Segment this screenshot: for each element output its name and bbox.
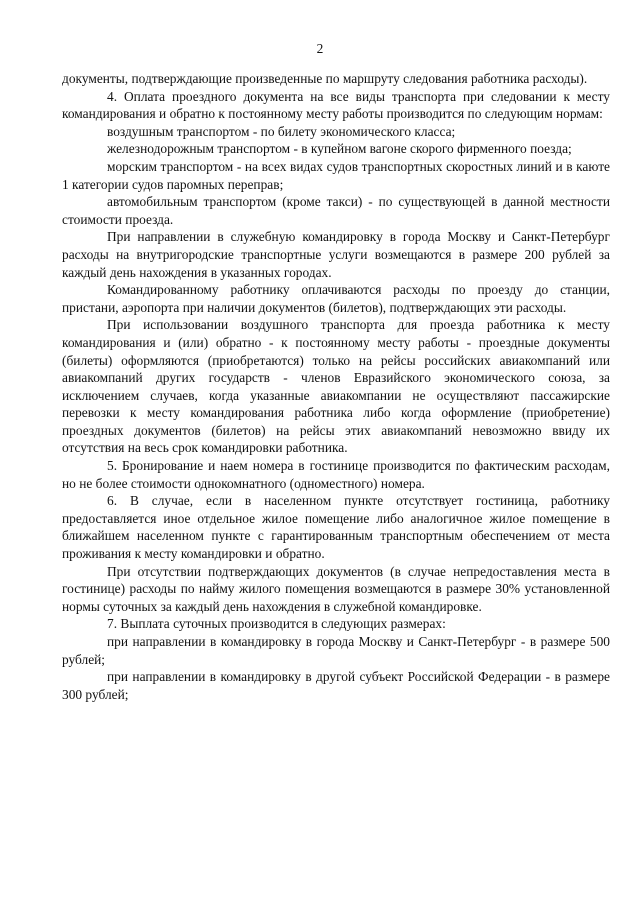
paragraph: воздушным транспортом - по билету экономического класса; xyxy=(107,123,456,139)
paragraph: Командированному работнику оплачиваются расходы по проезду до станции, пристани, аэропорта при наличии документов (билетов), подтверждающих эти расходы. xyxy=(62,282,610,315)
paragraph: При направлении в служебную командировку в города Москву и Санкт-Петербург расходы на внутригородские транспортные услуги возмещаются в размере 200 рублей за каждый день нахождения в указанных городах. xyxy=(62,229,610,280)
paragraph: документы, подтверждающие произведенные по маршруту следования работника расходы). xyxy=(62,71,588,86)
page-number: 2 xyxy=(316,41,324,56)
paragraph: При отсутствии подтверждающих документов (в случае непредоставления места в гостинице) расходы по найму жилого помещения возмещаются в размере 30% установленной нормы суточных за каждый день нахождения в служебной командировке. xyxy=(62,563,610,614)
paragraph: 7. Выплата суточных производится в следующих размерах: xyxy=(107,616,446,632)
paragraph: 6. В случае, если в населенном пункте отсутствует гостиница, работнику предоставляется иное отдельное жилое помещение либо аналогичное жилое помещение в ближайшем населенном пункте с гарантированным транспортным обеспечением от места проживания к месту командировки и обратно. xyxy=(62,493,610,562)
paragraph: железнодорожным транспортом - в купейном вагоне скорого фирменного поезда; xyxy=(107,141,572,157)
paragraph: 4. Оплата проездного документа на все виды транспорта при следовании к месту командирования и обратно к постоянному месту работы производится по следующим нормам: xyxy=(62,88,610,122)
paragraph: При использовании воздушного транспорта для проезда работника к месту командирования и (или) обратно - к постоянному месту работы - проездные документы (билеты) оформляются (приобретаются) только на рейсы российских авиакомпаний или авиакомпаний других государств - членов Евразийского экономического союза, за исключением случаев, когда указанные авиакомпании не осуществляют пассажирские перевозки к месту командирования работника либо когда оформление (приобретение) проездных документов (билетов) на рейсы этих авиакомпаний невозможно ввиду их отсутствия на весь срок командировки работника. xyxy=(62,317,610,456)
paragraph: 5. Бронирование и наем номера в гостинице производится по фактическим расходам, но не более стоимости однокомнатного (одноместного) номера. xyxy=(62,458,610,491)
paragraph: автомобильным транспортом (кроме такси) - по существующей в данной местности стоимости проезда. xyxy=(62,194,610,227)
document-body xyxy=(62,70,610,703)
paragraph: при направлении в командировку в города Москву и Санкт-Петербург - в размере 500 рублей; xyxy=(62,634,610,667)
paragraph: при направлении в командировку в другой субъект Российской Федерации - в размере 300 рублей; xyxy=(62,669,610,702)
paragraph: морским транспортом - на всех видах судов транспортных скоростных линий и в каюте 1 категории судов паромных переправ; xyxy=(62,158,610,192)
